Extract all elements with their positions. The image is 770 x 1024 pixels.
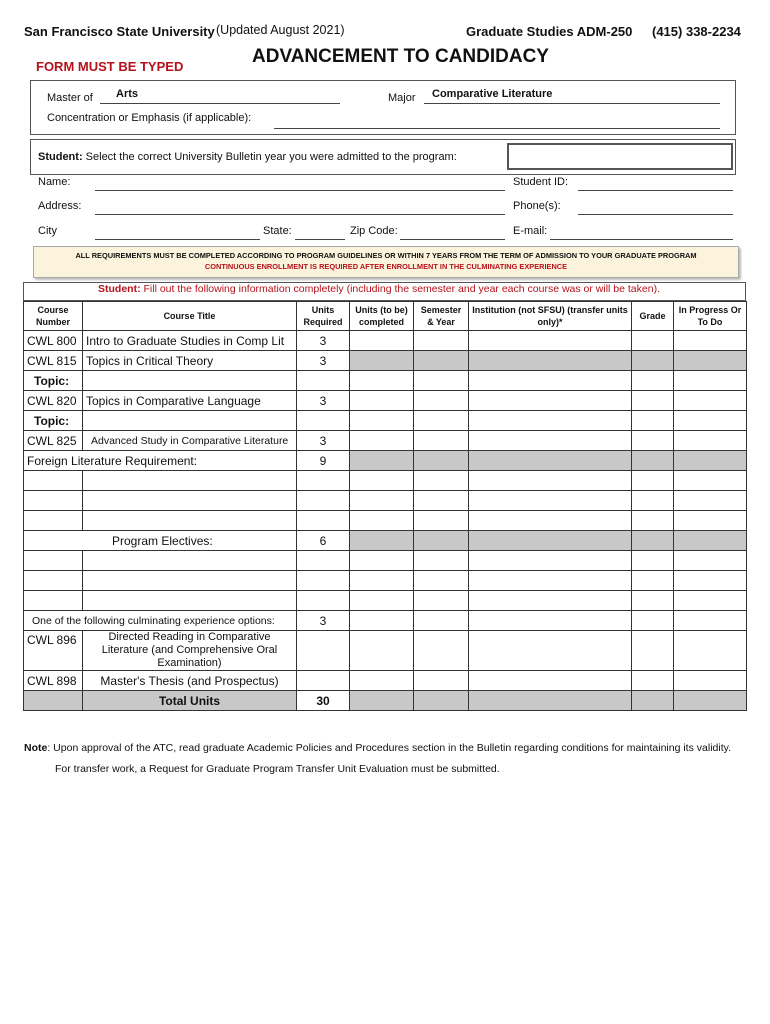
total-row	[24, 691, 747, 711]
course-title: Topics in Critical Theory	[83, 351, 297, 371]
instruction-text	[98, 283, 660, 295]
table-row	[24, 331, 747, 351]
zip-label: Zip Code:	[350, 225, 398, 237]
institution-cell[interactable]	[469, 331, 632, 351]
semester-cell[interactable]	[414, 431, 469, 451]
table-row	[24, 431, 747, 451]
address-field[interactable]	[95, 214, 505, 215]
note-prefix: Note	[24, 742, 48, 754]
course-title: Advanced Study in Comparative Literature	[83, 431, 297, 451]
university-name: San Francisco State University	[24, 24, 215, 39]
institution-cell[interactable]	[469, 431, 632, 451]
in-progress-cell[interactable]	[674, 351, 747, 371]
header-units-completed: Units (to be) completed	[350, 302, 414, 331]
table-row	[24, 611, 747, 631]
master-of-line	[100, 103, 340, 104]
table-row	[24, 591, 747, 611]
units-required: 3	[297, 611, 350, 631]
phones-label: Phone(s):	[513, 200, 561, 212]
table-row	[24, 371, 747, 391]
units-required: 3	[297, 431, 350, 451]
grade-cell[interactable]	[632, 331, 674, 351]
student-id-field[interactable]	[578, 190, 733, 191]
units-completed-cell[interactable]	[350, 351, 414, 371]
table-row	[24, 491, 747, 511]
semester-cell[interactable]	[414, 391, 469, 411]
topic-field[interactable]	[83, 411, 297, 431]
bulletin-text: Select the correct University Bulletin year you were admitted to the program:	[82, 151, 457, 163]
header-course-number: Course Number	[24, 302, 83, 331]
notice-line-1: ALL REQUIREMENTS MUST BE COMPLETED ACCORDING TO PROGRAM GUIDELINES OR WITHIN 7 YEARS FROM THE TERM OF ADMISSION TO YOUR GRADUATE PROGRAM	[75, 251, 697, 260]
course-number: CWL 825	[24, 431, 83, 451]
in-progress-cell[interactable]	[674, 331, 747, 351]
program-electives-label: Program Electives:	[24, 531, 297, 551]
table-row	[24, 671, 747, 691]
table-header-row	[24, 302, 747, 331]
table-row	[24, 451, 747, 471]
name-field[interactable]	[95, 190, 505, 191]
bulletin-prefix: Student:	[38, 151, 83, 163]
course-number: CWL 800	[24, 331, 83, 351]
state-field[interactable]	[295, 239, 345, 240]
table-row	[24, 391, 747, 411]
total-units-label: Total Units	[83, 691, 297, 711]
course-number: CWL 898	[24, 671, 83, 691]
units-required: 6	[297, 531, 350, 551]
student-id-label: Student ID:	[513, 176, 569, 188]
course-title: Intro to Graduate Studies in Comp Lit	[83, 331, 297, 351]
page-title: ADVANCEMENT TO CANDIDACY	[252, 46, 549, 67]
major-label: Major	[388, 92, 416, 104]
total-units-value: 30	[297, 691, 350, 711]
course-table	[23, 301, 747, 711]
course-number: CWL 820	[24, 391, 83, 411]
units-required: 9	[297, 451, 350, 471]
institution-cell[interactable]	[469, 351, 632, 371]
foreign-literature-label: Foreign Literature Requirement:	[24, 451, 297, 471]
instruction-body: Fill out the following information completely (including the semester and year each course was or will be taken).	[140, 283, 660, 295]
table-row	[24, 411, 747, 431]
name-label: Name:	[38, 176, 71, 188]
form-must-be-typed: FORM MUST BE TYPED	[36, 59, 184, 74]
table-row	[24, 511, 747, 531]
phone-number: (415) 338-2234	[652, 24, 741, 39]
table-row	[24, 571, 747, 591]
notice-line-2: CONTINUOUS ENROLLMENT IS REQUIRED AFTER ENROLLMENT IN THE CULMINATING EXPERIENCE	[204, 262, 568, 271]
in-progress-cell[interactable]	[674, 431, 747, 451]
units-completed-cell[interactable]	[350, 331, 414, 351]
in-progress-cell[interactable]	[674, 391, 747, 411]
table-row	[24, 351, 747, 371]
concentration-label: Concentration or Emphasis (if applicable):	[47, 112, 252, 124]
course-number: CWL 815	[24, 351, 83, 371]
course-title: Topics in Comparative Language	[83, 391, 297, 411]
units-completed-cell[interactable]	[350, 391, 414, 411]
updated-date: (Updated August 2021)	[216, 23, 345, 37]
table-row	[24, 471, 747, 491]
units-required: 3	[297, 391, 350, 411]
zip-field[interactable]	[400, 239, 505, 240]
header-semester-year: Semester & Year	[414, 302, 469, 331]
bulletin-year-field[interactable]	[507, 143, 733, 170]
master-of-label: Master of	[47, 92, 93, 104]
header-grade: Grade	[632, 302, 674, 331]
email-field[interactable]	[550, 239, 733, 240]
header-units-required: Units Required	[297, 302, 350, 331]
validity-note	[24, 742, 731, 754]
requirements-notice	[33, 246, 739, 278]
master-of-field[interactable]: Arts	[116, 88, 139, 100]
city-label: City	[38, 225, 57, 237]
header-institution: Institution (not SFSU) (transfer units only)*	[469, 302, 632, 331]
topic-field[interactable]	[83, 371, 297, 391]
topic-label: Topic:	[24, 371, 83, 391]
grade-cell[interactable]	[632, 351, 674, 371]
units-required: 3	[297, 331, 350, 351]
course-title: Directed Reading in Comparative Literature (and Comprehensive Oral Examination)	[83, 631, 297, 671]
email-label: E-mail:	[513, 225, 548, 237]
course-title: Master's Thesis (and Prospectus)	[83, 671, 297, 691]
table-row	[24, 551, 747, 571]
city-field[interactable]	[95, 239, 260, 240]
topic-label: Topic:	[24, 411, 83, 431]
concentration-field[interactable]	[274, 128, 720, 129]
course-number: CWL 896	[24, 631, 83, 671]
bulletin-instruction	[38, 151, 457, 163]
note-text: : Upon approval of the ATC, read graduate Academic Policies and Procedures section in the Bulletin regarding conditions for maintaining its validity.	[47, 742, 732, 754]
instruction-prefix: Student:	[98, 283, 141, 295]
table-row	[24, 631, 747, 671]
address-label: Address:	[38, 200, 82, 212]
phones-field[interactable]	[578, 214, 733, 215]
form-code: Graduate Studies ADM-250	[466, 24, 633, 39]
transfer-note: For transfer work, a Request for Graduate Program Transfer Unit Evaluation must be submitted.	[55, 763, 500, 775]
institution-cell[interactable]	[469, 391, 632, 411]
semester-cell[interactable]	[414, 351, 469, 371]
grade-cell[interactable]	[632, 391, 674, 411]
semester-cell[interactable]	[414, 331, 469, 351]
grade-cell[interactable]	[632, 431, 674, 451]
table-row	[24, 531, 747, 551]
major-line	[424, 103, 720, 104]
units-completed-cell[interactable]	[350, 431, 414, 451]
header-course-title: Course Title	[83, 302, 297, 331]
culminating-label: One of the following culminating experience options:	[24, 611, 297, 631]
major-field[interactable]: Comparative Literature	[432, 88, 553, 100]
header-in-progress: In Progress Or To Do	[674, 302, 747, 331]
state-label: State:	[263, 225, 292, 237]
units-required: 3	[297, 351, 350, 371]
